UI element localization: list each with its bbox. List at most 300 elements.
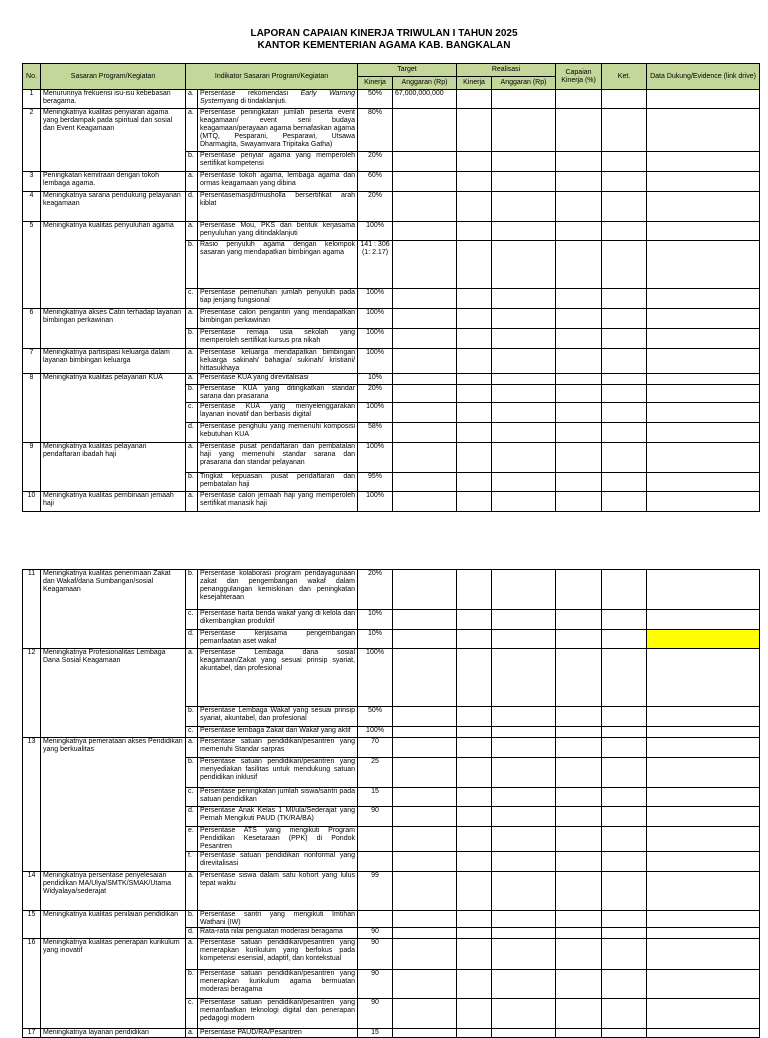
target-anggaran-cell <box>393 222 457 241</box>
realisasi-anggaran-cell <box>492 423 556 443</box>
ket-cell <box>602 443 647 473</box>
capaian-cell <box>556 999 602 1029</box>
capaian-cell <box>556 473 602 492</box>
target-anggaran-cell <box>393 911 457 928</box>
data-dukung-cell <box>647 309 760 329</box>
target-anggaran-cell <box>393 999 457 1029</box>
capaian-cell <box>556 707 602 727</box>
ket-cell <box>602 852 647 872</box>
data-dukung-cell <box>647 727 760 738</box>
row-number: 16 <box>23 939 41 1029</box>
target-anggaran-cell <box>393 109 457 152</box>
target-kinerja-cell: 10% <box>358 374 393 385</box>
target-kinerja-cell: 10% <box>358 610 393 630</box>
realisasi-kinerja-cell <box>457 473 492 492</box>
row-number: 10 <box>23 492 41 512</box>
ket-cell <box>602 241 647 289</box>
report-title: LAPORAN CAPAIAN KINERJA TRIWULAN I TAHUN 2025 <box>250 28 518 39</box>
ket-cell <box>602 385 647 403</box>
target-anggaran-cell <box>393 309 457 329</box>
indicator-cell: Persentase Mou, PKS dan bentuk kerjasama penyuluhan yang ditindaklanjuti <box>198 222 358 241</box>
indicator-cell: Persentase Lembaga dana sosial keagamaan/Zakat yang sesuai prinsip syariat, akuntabel, dan profesional <box>198 649 358 707</box>
realisasi-anggaran-cell <box>492 492 556 512</box>
table-row <box>23 192 760 222</box>
realisasi-anggaran-cell <box>492 649 556 707</box>
realisasi-kinerja-cell <box>457 222 492 241</box>
realisasi-kinerja-cell <box>457 309 492 329</box>
realisasi-anggaran-cell <box>492 403 556 423</box>
target-kinerja-cell: 90 <box>358 970 393 999</box>
realisasi-kinerja-cell <box>457 423 492 443</box>
realisasi-anggaran-cell <box>492 827 556 852</box>
realisasi-anggaran-cell <box>492 309 556 329</box>
row-number: 3 <box>23 172 41 192</box>
target-kinerja-cell: 100% <box>358 403 393 423</box>
realisasi-kinerja-cell <box>457 90 492 109</box>
col-realisasi-anggaran: Anggaran (Rp) <box>492 77 556 90</box>
indicator-letter: b. <box>186 385 198 403</box>
sasaran-cell: Meningkatnya Profesionalitas Lembaga Dana Sosial Keagamaan <box>41 649 186 738</box>
realisasi-kinerja-cell <box>457 172 492 192</box>
indicator-cell: Persentase rekomendasi Early Warning Systemyang di tindaklanjuti. <box>198 90 358 109</box>
target-kinerja-cell: 100% <box>358 443 393 473</box>
realisasi-anggaran-cell <box>492 109 556 152</box>
realisasi-kinerja-cell <box>457 999 492 1029</box>
capaian-cell <box>556 788 602 807</box>
target-anggaran-cell <box>393 738 457 758</box>
row-number: 2 <box>23 109 41 172</box>
indicator-cell: Persentase KUA yang ditingkatkan standar sarana dan prasarana <box>198 385 358 403</box>
indicator-letter: a. <box>186 492 198 512</box>
target-anggaran-cell <box>393 570 457 610</box>
target-kinerja-cell: 50% <box>358 707 393 727</box>
capaian-cell <box>556 872 602 911</box>
indicator-letter: c. <box>186 610 198 630</box>
data-dukung-cell <box>647 403 760 423</box>
data-dukung-cell <box>647 610 760 630</box>
table-row <box>23 872 760 911</box>
ket-cell <box>602 309 647 329</box>
indicator-letter: b. <box>186 970 198 999</box>
realisasi-anggaran-cell <box>492 727 556 738</box>
realisasi-anggaran-cell <box>492 1029 556 1038</box>
sasaran-cell: Meningkatnya pemerataan akses Pendidikan yang berkualitas <box>41 738 186 872</box>
col-sasaran: Sasaran Program/Kegiatan <box>41 64 186 90</box>
indicator-letter: a. <box>186 309 198 329</box>
indicator-cell: Persentase satuan pendidikan/pesantren yang menyediakan fasilitas untuk mendukung satuan pendidikan inklusif <box>198 758 358 788</box>
realisasi-kinerja-cell <box>457 385 492 403</box>
realisasi-anggaran-cell <box>492 610 556 630</box>
target-anggaran-cell <box>393 872 457 911</box>
indicator-letter: d. <box>186 192 198 222</box>
sasaran-cell: Meningkatnya kualitas penerimaan Zakat dan Wakaf/dana Sumbangan/sosial Keagamaan <box>41 570 186 649</box>
target-kinerja-cell <box>358 827 393 852</box>
indicator-cell: Persentase PAUD/RA/Pesantren <box>198 1029 358 1038</box>
indicator-cell: Persentase Lembaga Wakaf yang sesuai prinsip syariat, akuntabel, dan profesional <box>198 707 358 727</box>
target-kinerja-cell: 15 <box>358 788 393 807</box>
indicator-cell: Persentase peningkatan jumlah siswa/santri pada satuan pendidikan <box>198 788 358 807</box>
realisasi-kinerja-cell <box>457 911 492 928</box>
realisasi-kinerja-cell <box>457 349 492 374</box>
target-anggaran-cell: 67,000,000,000 <box>393 90 457 109</box>
realisasi-kinerja-cell <box>457 807 492 827</box>
ket-cell <box>602 192 647 222</box>
indicator-letter: a. <box>186 349 198 374</box>
realisasi-kinerja-cell <box>457 241 492 289</box>
indicator-cell: Tingkat kepuasan pusat pendaftaran dan pembatalan haji <box>198 473 358 492</box>
target-anggaran-cell <box>393 970 457 999</box>
indicator-letter: c. <box>186 788 198 807</box>
indicator-letter: b. <box>186 911 198 928</box>
target-anggaran-cell <box>393 827 457 852</box>
ket-cell <box>602 329 647 349</box>
data-dukung-cell <box>647 349 760 374</box>
indicator-cell: Persentase satuan pendidikan/pesantren yang menerapkan kurikulum yang berfokus pada kompetensi esensial, adaptif, dan kontekstual <box>198 939 358 970</box>
data-dukung-cell <box>647 473 760 492</box>
target-kinerja-cell: 100% <box>358 289 393 309</box>
capaian-cell <box>556 1029 602 1038</box>
data-dukung-cell <box>647 90 760 109</box>
indicator-cell: Persentase pusat pendaftaran dan pembatalan haji yang memenuhi standar sarana dan prasarana dan standar pelayanan <box>198 443 358 473</box>
table-row <box>23 349 760 374</box>
realisasi-anggaran-cell <box>492 443 556 473</box>
target-anggaran-cell <box>393 349 457 374</box>
capaian-cell <box>556 758 602 788</box>
data-dukung-cell <box>647 939 760 970</box>
capaian-cell <box>556 403 602 423</box>
col-indikator: Indikator Sasaran Program/Kegiatan <box>186 64 358 90</box>
table-row <box>23 570 760 610</box>
table-row <box>23 649 760 707</box>
ket-cell <box>602 289 647 309</box>
realisasi-kinerja-cell <box>457 939 492 970</box>
capaian-cell <box>556 827 602 852</box>
realisasi-kinerja-cell <box>457 630 492 649</box>
row-number: 12 <box>23 649 41 738</box>
sasaran-cell: Meningkatnya kualitas penyuluhan agama <box>41 222 186 309</box>
data-dukung-cell <box>647 1029 760 1038</box>
indicator-letter: b. <box>186 473 198 492</box>
data-dukung-cell <box>647 707 760 727</box>
data-dukung-cell <box>647 172 760 192</box>
ket-cell <box>602 727 647 738</box>
target-anggaran-cell <box>393 241 457 289</box>
capaian-cell <box>556 630 602 649</box>
realisasi-anggaran-cell <box>492 152 556 172</box>
report-table-page-2 <box>22 569 760 1038</box>
indicator-letter: b. <box>186 152 198 172</box>
target-anggaran-cell <box>393 152 457 172</box>
target-kinerja-cell: 95% <box>358 473 393 492</box>
target-anggaran-cell <box>393 852 457 872</box>
target-kinerja-cell: 100% <box>358 329 393 349</box>
data-dukung-cell <box>647 241 760 289</box>
sasaran-cell: Meningkatnya kualitas penilaian pendidikan <box>41 911 186 939</box>
target-kinerja-cell: 90 <box>358 999 393 1029</box>
indicator-letter: a. <box>186 443 198 473</box>
target-kinerja-cell: 15 <box>358 1029 393 1038</box>
ket-cell <box>602 939 647 970</box>
realisasi-anggaran-cell <box>492 374 556 385</box>
realisasi-anggaran-cell <box>492 172 556 192</box>
indicator-letter: a. <box>186 172 198 192</box>
realisasi-anggaran-cell <box>492 192 556 222</box>
realisasi-kinerja-cell <box>457 610 492 630</box>
realisasi-kinerja-cell <box>457 758 492 788</box>
realisasi-kinerja-cell <box>457 374 492 385</box>
ket-cell <box>602 473 647 492</box>
capaian-cell <box>556 241 602 289</box>
data-dukung-cell <box>647 222 760 241</box>
col-ket: Ket. <box>602 64 647 90</box>
table-row <box>23 911 760 928</box>
target-kinerja-cell: 90 <box>358 807 393 827</box>
realisasi-anggaran-cell <box>492 349 556 374</box>
ket-cell <box>602 90 647 109</box>
indicator-letter: c. <box>186 999 198 1029</box>
realisasi-anggaran-cell <box>492 788 556 807</box>
target-anggaran-cell <box>393 423 457 443</box>
indicator-letter: a. <box>186 939 198 970</box>
target-kinerja-cell: 50% <box>358 90 393 109</box>
indicator-cell: Persentase kerjasama pengembangan pemanfaatan aset wakaf <box>198 630 358 649</box>
target-anggaran-cell <box>393 403 457 423</box>
realisasi-anggaran-cell <box>492 707 556 727</box>
ket-cell <box>602 872 647 911</box>
realisasi-kinerja-cell <box>457 788 492 807</box>
table-row <box>23 492 760 512</box>
sasaran-cell: Peningkatan kemitraan dengan tokoh lembaga agama. <box>41 172 186 192</box>
capaian-cell <box>556 911 602 928</box>
target-kinerja-cell: 90 <box>358 928 393 939</box>
realisasi-anggaran-cell <box>492 241 556 289</box>
indicator-letter: b. <box>186 758 198 788</box>
realisasi-anggaran-cell <box>492 807 556 827</box>
realisasi-kinerja-cell <box>457 192 492 222</box>
realisasi-kinerja-cell <box>457 738 492 758</box>
data-dukung-cell <box>647 970 760 999</box>
indicator-cell: Persentase satuan pendidikan/pesantren yang menerapkan kurikulum agama bermuatan moderasi beragama <box>198 970 358 999</box>
target-kinerja-cell: 10% <box>358 630 393 649</box>
target-anggaran-cell <box>393 473 457 492</box>
office-title: KANTOR KEMENTERIAN AGAMA KAB. BANGKALAN <box>257 40 511 51</box>
data-dukung-cell <box>647 152 760 172</box>
realisasi-anggaran-cell <box>492 928 556 939</box>
target-kinerja-cell: 60% <box>358 172 393 192</box>
ket-cell <box>602 403 647 423</box>
target-kinerja-cell: 20% <box>358 192 393 222</box>
capaian-cell <box>556 222 602 241</box>
indicator-cell: Persentase tokoh agama, lembaga agama dan ormas keagamaan yang dibina <box>198 172 358 192</box>
indicator-cell: Persentase KUA yang menyelenggarakan layanan inovatif dan berbasis digital <box>198 403 358 423</box>
target-kinerja-cell: 100% <box>358 492 393 512</box>
capaian-cell <box>556 329 602 349</box>
ket-cell <box>602 152 647 172</box>
row-number: 1 <box>23 90 41 109</box>
indicator-letter: c. <box>186 403 198 423</box>
capaian-cell <box>556 649 602 707</box>
capaian-cell <box>556 109 602 152</box>
indicator-letter: b. <box>186 570 198 610</box>
realisasi-kinerja-cell <box>457 707 492 727</box>
realisasi-kinerja-cell <box>457 289 492 309</box>
target-anggaran-cell <box>393 192 457 222</box>
ket-cell <box>602 349 647 374</box>
realisasi-kinerja-cell <box>457 827 492 852</box>
realisasi-kinerja-cell <box>457 1029 492 1038</box>
ket-cell <box>602 570 647 610</box>
data-dukung-cell <box>647 827 760 852</box>
table-row <box>23 939 760 970</box>
sasaran-cell: Meningkatnya akses Catin terhadap layanan bimbingan perkawinan <box>41 309 186 349</box>
indicator-letter: b. <box>186 707 198 727</box>
row-number: 4 <box>23 192 41 222</box>
capaian-cell <box>556 90 602 109</box>
ket-cell <box>602 374 647 385</box>
data-dukung-cell <box>647 374 760 385</box>
ket-cell <box>602 788 647 807</box>
realisasi-anggaran-cell <box>492 999 556 1029</box>
col-realisasi-kinerja: Kinerja <box>457 77 492 90</box>
ket-cell <box>602 707 647 727</box>
capaian-cell <box>556 443 602 473</box>
row-number: 15 <box>23 911 41 939</box>
indicator-letter: a. <box>186 872 198 911</box>
table-row <box>23 172 760 192</box>
target-kinerja-cell: 100% <box>358 727 393 738</box>
ket-cell <box>602 423 647 443</box>
capaian-cell <box>556 610 602 630</box>
realisasi-anggaran-cell <box>492 222 556 241</box>
sasaran-cell: Meningkatnya kualitas pelayanan KUA <box>41 374 186 443</box>
target-anggaran-cell <box>393 172 457 192</box>
indicator-letter: a. <box>186 738 198 758</box>
indicator-cell: Persentase harta benda wakaf yang di kelola dan dikembangkan produktif <box>198 610 358 630</box>
indicator-letter: a. <box>186 374 198 385</box>
indicator-letter: f. <box>186 852 198 872</box>
realisasi-anggaran-cell <box>492 939 556 970</box>
target-anggaran-cell <box>393 727 457 738</box>
ket-cell <box>602 758 647 788</box>
indicator-letter: d. <box>186 928 198 939</box>
capaian-cell <box>556 807 602 827</box>
sasaran-cell: Meningkatnya persentase penyelesaian pendidikan MA/Ulya/SMTK/SMAK/Utama Widyalaya/sederajat <box>41 872 186 911</box>
capaian-cell <box>556 939 602 970</box>
realisasi-kinerja-cell <box>457 152 492 172</box>
data-dukung-cell <box>647 738 760 758</box>
realisasi-kinerja-cell <box>457 852 492 872</box>
target-anggaran-cell <box>393 610 457 630</box>
target-kinerja-cell: 70 <box>358 738 393 758</box>
target-anggaran-cell <box>393 1029 457 1038</box>
target-anggaran-cell <box>393 807 457 827</box>
indicator-cell: Persentase peningkatan jumlah peserta event keagamaan/ event seni budaya keagamaan/perayaan agama bernafaskan agama (MTQ, Pesparani, Pesparawi, Utsawa Dharmagita, Swayamvara Tripitaka Gatha) <box>198 109 358 152</box>
ket-cell <box>602 222 647 241</box>
target-anggaran-cell <box>393 758 457 788</box>
indicator-cell: Persentase KUA yang direvitalisasi <box>198 374 358 385</box>
data-dukung-cell <box>647 911 760 928</box>
indicator-cell: Rata-rata nilai penguatan moderasi beragama <box>198 928 358 939</box>
data-dukung-cell <box>647 872 760 911</box>
row-number: 7 <box>23 349 41 374</box>
col-target-kinerja: Kinerja <box>358 77 393 90</box>
ket-cell <box>602 492 647 512</box>
sasaran-cell: Meningkatnya kualitas penerapan kurikulum yang inovatif <box>41 939 186 1029</box>
target-kinerja-cell: 99 <box>358 872 393 911</box>
indicator-cell: Persentase lembaga Zakat dan Wakaf yang aktif <box>198 727 358 738</box>
indicator-cell: Persentase keluarga mendapatkan bimbingan keluarga sakinah/ bahagia/ sukinah/ kristiani/ hittasukhaya <box>198 349 358 374</box>
target-anggaran-cell <box>393 492 457 512</box>
realisasi-kinerja-cell <box>457 109 492 152</box>
table-row <box>23 109 760 152</box>
table-row <box>23 90 760 109</box>
col-target: Target <box>358 64 457 77</box>
ket-cell <box>602 172 647 192</box>
row-number: 9 <box>23 443 41 492</box>
capaian-cell <box>556 192 602 222</box>
report-table-page-1 <box>22 63 760 512</box>
realisasi-kinerja-cell <box>457 492 492 512</box>
indicator-cell: Persentase satuan pendidikan nonformal yang direvitalisasi <box>198 852 358 872</box>
realisasi-kinerja-cell <box>457 649 492 707</box>
table-row <box>23 309 760 329</box>
table-row <box>23 222 760 241</box>
realisasi-anggaran-cell <box>492 385 556 403</box>
realisasi-kinerja-cell <box>457 928 492 939</box>
indicator-cell: Persentase satuan pendidikan/pesantren yang memanfaatkan teknologi digital dan penerapan pedagogi modern <box>198 999 358 1029</box>
target-kinerja-cell: 100% <box>358 309 393 329</box>
ket-cell <box>602 1029 647 1038</box>
indicator-cell: Persentase Anak Kelas 1 MI/ula/Sederajat yang Pernah Mengikuti PAUD (TK/RA/BA) <box>198 807 358 827</box>
target-anggaran-cell <box>393 788 457 807</box>
target-kinerja-cell: 25 <box>358 758 393 788</box>
indicator-letter: c. <box>186 727 198 738</box>
capaian-cell <box>556 349 602 374</box>
data-dukung-cell <box>647 385 760 403</box>
capaian-cell <box>556 738 602 758</box>
sasaran-cell: Meningkatnya kualitas pelayanan pendaftaran ibadah haji <box>41 443 186 492</box>
col-capaian: Capaian Kinerja (%) <box>556 64 602 90</box>
capaian-cell <box>556 970 602 999</box>
target-anggaran-cell <box>393 649 457 707</box>
realisasi-anggaran-cell <box>492 473 556 492</box>
data-dukung-cell <box>647 928 760 939</box>
indicator-cell: Presentase calon pengantin yang mendapatkan bimbingan perkawinan <box>198 309 358 329</box>
data-dukung-cell <box>647 423 760 443</box>
sasaran-cell: Menurunnya frekuensi isu-isu kebebasan beragama. <box>41 90 186 109</box>
capaian-cell <box>556 423 602 443</box>
capaian-cell <box>556 289 602 309</box>
indicator-cell: Persentase penghulu yang memenuhi komposisi kebutuhan KUA <box>198 423 358 443</box>
indicator-cell: Persentase pemenuhan jumlah penyuluh pada tiap jenjang fungsional <box>198 289 358 309</box>
ket-cell <box>602 928 647 939</box>
indicator-letter: d. <box>186 630 198 649</box>
col-no: No. <box>23 64 41 90</box>
sasaran-cell: Meningkatnya layanan pendidikan <box>41 1029 186 1038</box>
target-anggaran-cell <box>393 385 457 403</box>
capaian-cell <box>556 309 602 329</box>
data-dukung-cell <box>647 630 760 649</box>
sasaran-cell: Meningkatnya sarana pendukung pelayanan keagamaan <box>41 192 186 222</box>
indicator-letter: c. <box>186 289 198 309</box>
target-kinerja-cell: 100% <box>358 222 393 241</box>
data-dukung-cell <box>647 788 760 807</box>
indicator-cell: Persentase ATS yang mengikuti Program Pendidikan Kesetaraan (PPK) di Pondok Pesantren <box>198 827 358 852</box>
target-kinerja-cell <box>358 852 393 872</box>
capaian-cell <box>556 385 602 403</box>
indicator-letter: a. <box>186 649 198 707</box>
col-realisasi: Realisasi <box>457 64 556 77</box>
